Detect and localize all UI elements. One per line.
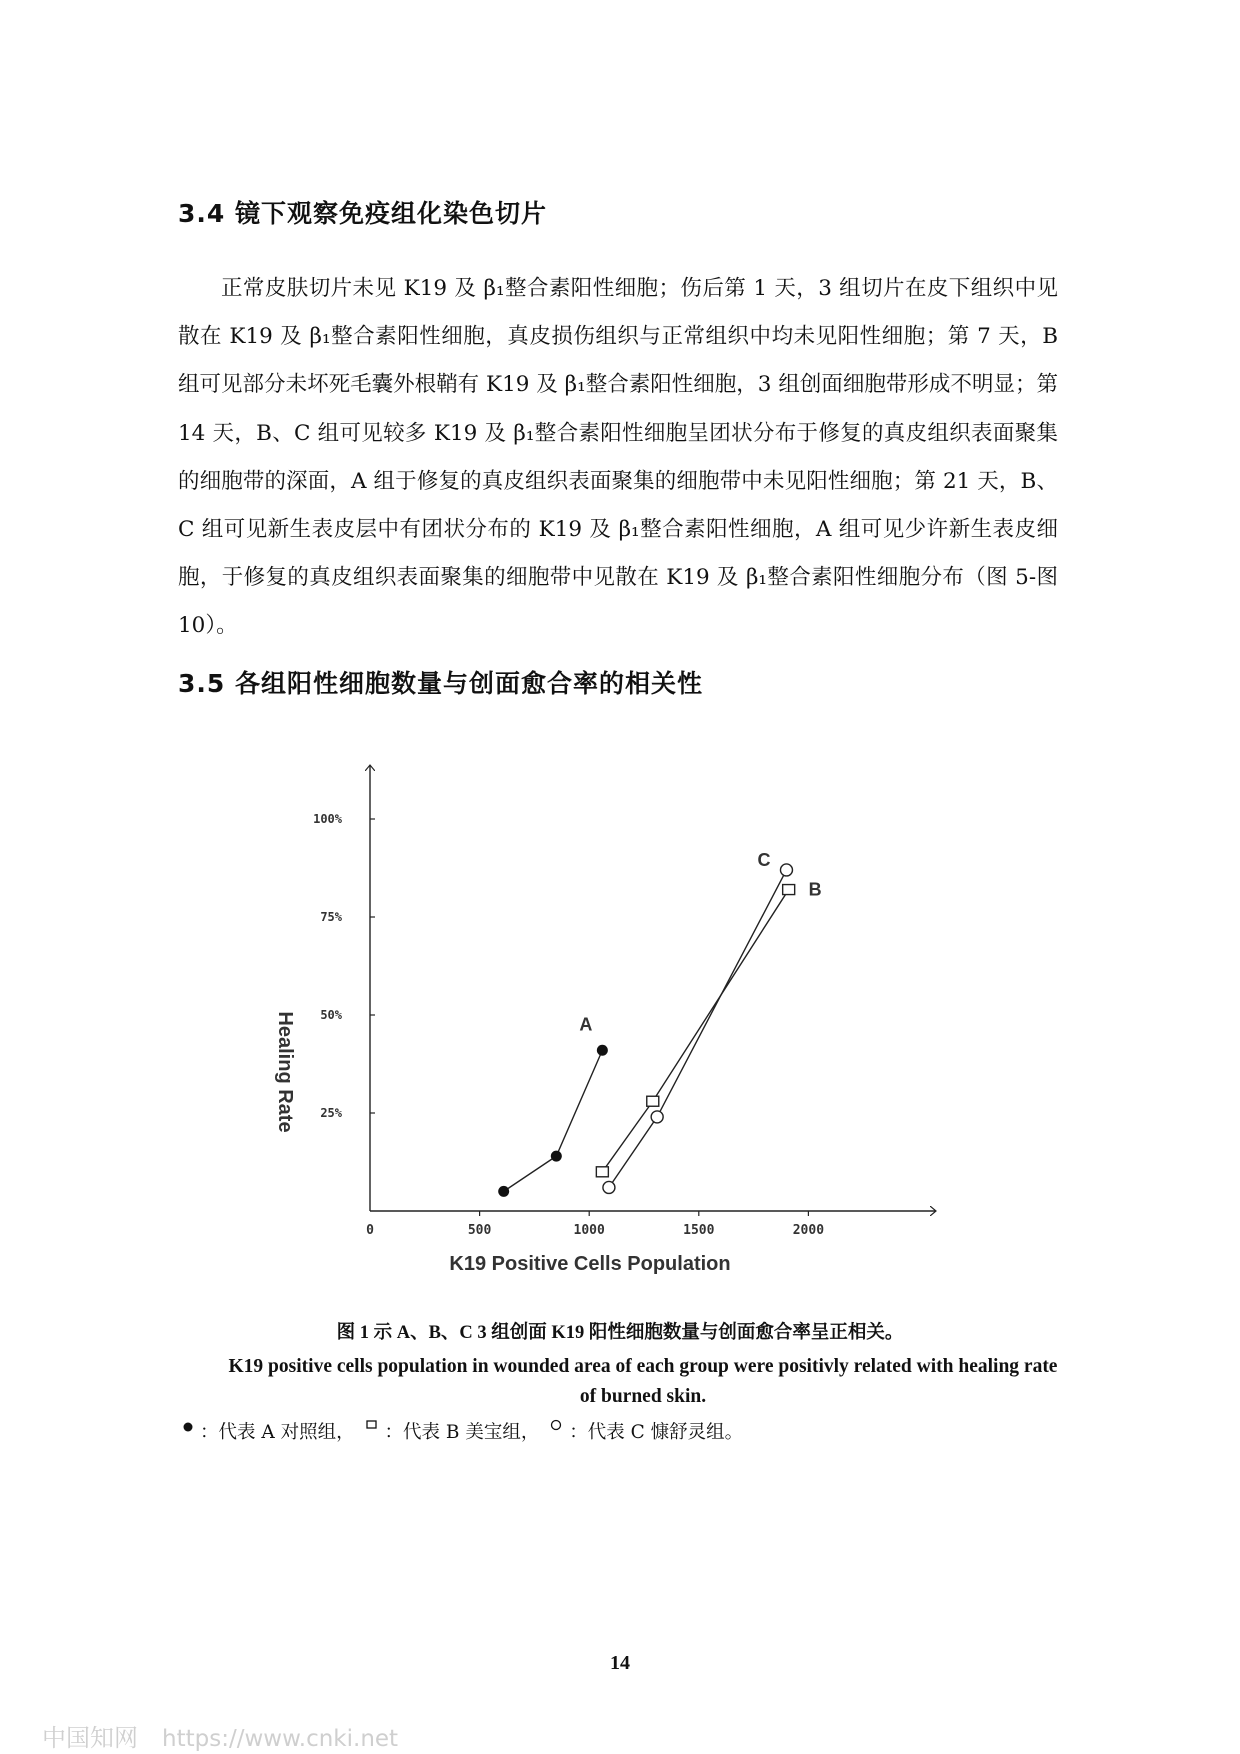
- y-axis-title: Healing Rate: [274, 1011, 296, 1133]
- x-tick-label: 2000: [792, 1223, 825, 1238]
- watermark-url: https://www.cnki.net: [162, 1726, 399, 1752]
- x-tick-label: 1000: [573, 1223, 605, 1238]
- figure-legend: [178, 1418, 743, 1444]
- series-label: A: [579, 1014, 593, 1035]
- y-tick-label: 25%: [320, 1106, 342, 1120]
- series-line: [504, 1050, 603, 1191]
- watermark: [42, 1718, 398, 1753]
- section-heading-3-5: 3.5 各组阳性细胞数量与创面愈合率的相关性: [178, 669, 703, 698]
- data-point: [498, 1186, 509, 1197]
- data-point: [603, 1181, 615, 1193]
- legend-b: ：代表 B 美宝组，: [384, 1422, 540, 1443]
- legend-c: ：代表 C 慷舒灵组。: [569, 1422, 744, 1443]
- section-3-4-paragraph: 正常皮肤切片未见 K19 及 β₁整合素阳性细胞；伤后第 1 天，3 组切片在皮下组织中见散在 K19 及 β₁整合素阳性细胞，真皮损伤组织与正常组织中均未见阳性细胞；第 7 天，B 组可见部分未坏死毛囊外根鞘有 K19 及 β₁整合素阳性细胞，3 组创面细胞带形成不明显；第 14 天，B、C 组可见较多 K19 及 β₁整合素阳性细胞呈团状分布于修复的真皮组织表面聚集的细胞带的深面，A 组于修复的真皮组织表面聚集的细胞带中未见阳性细胞；第 21 天，B、C 组可见新生表皮层中有团状分布的 K19 及 β₁整合素阳性细胞，A 组可见少许新生表皮细胞，于修复的真皮组织表面聚集的细胞带中见散在 K19 及 β₁整合素阳性细胞分布（图 5-图 10）。: [178, 276, 1058, 639]
- data-point: [596, 1167, 608, 1177]
- series-a: [498, 1014, 608, 1197]
- legend-a: ：代表 A 对照组，: [200, 1422, 355, 1443]
- data-point: [647, 1096, 659, 1106]
- open-circle-icon: [549, 1418, 563, 1443]
- x-axis-title: K19 Positive Cells Population: [449, 1253, 731, 1275]
- y-tick-label: 100%: [313, 812, 342, 826]
- data-point: [780, 864, 792, 876]
- watermark-brand: 中国知网: [42, 1724, 138, 1752]
- open-square-icon: [365, 1418, 379, 1443]
- series-c: [603, 850, 793, 1194]
- figure-caption-en: K19 positive cells population in wounded area of each group were positivly related with healing rate of burned skin.: [228, 1356, 1058, 1407]
- series-line: [609, 870, 787, 1188]
- series-b: [596, 880, 821, 1177]
- filled-circle-icon: [182, 1418, 194, 1443]
- series-line: [602, 890, 788, 1172]
- data-point: [551, 1151, 562, 1162]
- section-heading-3-4: 3.4 镜下观察免疫组化染色切片: [178, 199, 547, 228]
- y-tick-label: 75%: [320, 910, 342, 924]
- page-number: 14: [610, 1652, 630, 1674]
- x-tick-label: 0: [366, 1223, 374, 1238]
- series-label: B: [808, 879, 822, 900]
- series-label: C: [757, 849, 771, 870]
- data-point: [651, 1111, 663, 1123]
- data-point: [597, 1045, 608, 1056]
- x-tick-labels: [366, 1211, 824, 1238]
- x-tick-label: 1500: [683, 1223, 715, 1238]
- y-tick-label: 50%: [320, 1008, 342, 1022]
- series-layer: [498, 850, 821, 1197]
- data-point: [783, 885, 795, 895]
- y-tick-labels: [313, 812, 375, 1120]
- figure-caption-zh: 图 1 示 A、B、C 3 组创面 K19 阳性细胞数量与创面愈合率呈正相关。: [336, 1323, 904, 1343]
- x-tick-label: 500: [467, 1223, 492, 1238]
